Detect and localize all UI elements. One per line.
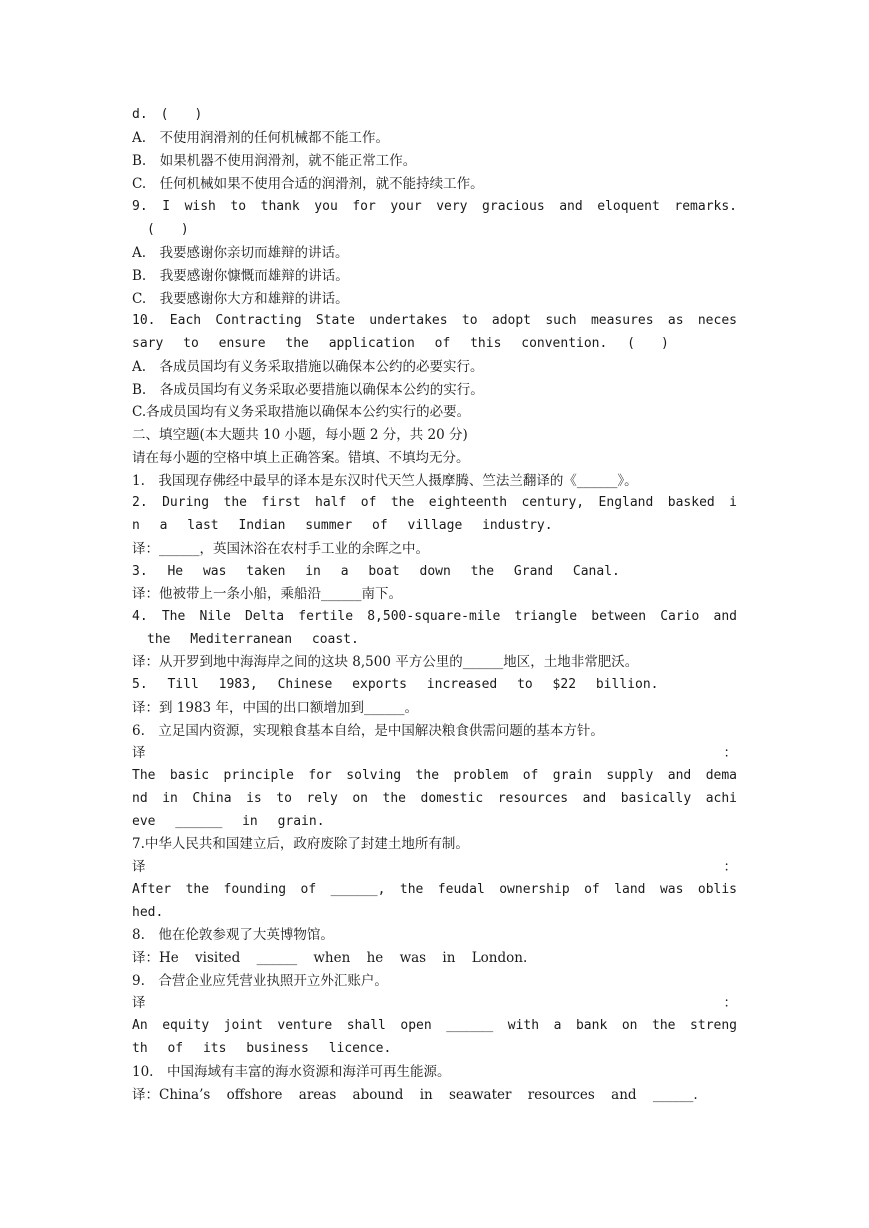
translation-label: 译 xyxy=(132,859,146,875)
fill-question-6-translation-cont: nd in China is to rely on the domestic resources and basically achi xyxy=(132,791,737,806)
option-c: C.各成员国均有义务采取措施以确保本公约实行的必要。 xyxy=(132,404,471,420)
option-a: A. 我要感谢你亲切而雄辩的讲话。 xyxy=(132,245,349,261)
option-b: B. 各成员国均有义务采取必要措施以确保本公约的实行。 xyxy=(132,382,484,398)
fill-question-2-cont: n a last Indian summer of village industry. xyxy=(132,518,553,533)
fill-question-8: 8. 他在伦敦参观了大英博物馆。 xyxy=(132,927,334,943)
fill-question-9: 9. 合营企业应凭营业执照开立外汇账户。 xyxy=(132,973,388,989)
fill-question-10-translation: 译：China’s offshore areas abound in seawater resources and ______. xyxy=(132,1087,698,1103)
question-10-text-cont: sary to ensure the application of this convention. ( ) xyxy=(132,336,669,351)
translation-colon: ： xyxy=(723,745,737,761)
translation-label: 译 xyxy=(132,995,146,1011)
question-9-bracket: ( ) xyxy=(147,222,189,237)
option-b: B. 如果机器不使用润滑剂，就不能正常工作。 xyxy=(132,153,417,169)
fill-question-4-cont: the Mediterranean coast. xyxy=(147,632,359,647)
fill-question-5-translation: 译：到 1983 年，中国的出口额增加到______。 xyxy=(132,700,418,716)
option-a: A. 各成员国均有义务采取措施以确保本公约的必要实行。 xyxy=(132,359,484,375)
fill-question-7-translation: After the founding of ______, the feudal ownership of land was oblis xyxy=(132,882,737,897)
option-a: A. 不使用润滑剂的任何机械都不能工作。 xyxy=(132,130,390,146)
section-instructions: 请在每小题的空格中填上正确答案。错填、不填均无分。 xyxy=(132,450,470,466)
question-10-text: 10. Each Contracting State undertakes to adopt such measures as neces xyxy=(132,313,737,328)
fill-question-4: 4. The Nile Delta fertile 8,500-square-mile triangle between Cario and xyxy=(132,609,737,624)
option-c: C. 任何机械如果不使用合适的润滑剂，就不能持续工作。 xyxy=(132,176,484,192)
question-8-choice-d: d. ( ) xyxy=(132,107,203,122)
question-9-text: 9. I wish to thank you for your very gracious and eloquent remarks. xyxy=(132,199,737,214)
fill-question-7-translation-cont: hed. xyxy=(132,905,164,920)
fill-question-9-translation-cont: th of its business licence. xyxy=(132,1041,392,1056)
fill-question-2-translation: 译：______，英国沐浴在农村手工业的余晖之中。 xyxy=(132,541,429,557)
fill-question-3-translation: 译：他被带上一条小船，乘船沿______南下。 xyxy=(132,586,402,602)
translation-colon: ： xyxy=(723,859,737,875)
fill-question-4-translation: 译：从开罗到地中海海岸之间的这块 8,500 平方公里的______地区，土地非常肥沃。 xyxy=(132,654,639,670)
fill-question-6: 6. 立足国内资源，实现粮食基本自给，是中国解决粮食供需问题的基本方针。 xyxy=(132,723,604,739)
section-heading: 二、填空题(本大题共 10 小题，每小题 2 分，共 20 分) xyxy=(132,427,468,443)
option-c: C. 我要感谢你大方和雄辩的讲话。 xyxy=(132,291,349,307)
fill-question-2: 2. During the first half of the eighteenth century, England basked i xyxy=(132,495,737,510)
translation-colon: ： xyxy=(723,995,737,1011)
fill-question-3: 3. He was taken in a boat down the Grand Canal. xyxy=(132,564,620,579)
option-b: B. 我要感谢你慷慨而雄辩的讲话。 xyxy=(132,268,349,284)
fill-question-1: 1. 我国现存佛经中最早的译本是东汉时代天竺人摄摩腾、竺法兰翻译的《______》。 xyxy=(132,473,638,489)
fill-question-10: 10. 中国海域有丰富的海水资源和海洋可再生能源。 xyxy=(132,1064,451,1080)
translation-label: 译 xyxy=(132,745,146,761)
fill-question-5: 5. Till 1983, Chinese exports increased to $22 billion. xyxy=(132,677,659,692)
fill-question-8-translation: 译：He visited ______ when he was in London. xyxy=(132,950,528,966)
fill-question-6-translation: The basic principle for solving the problem of grain supply and dema xyxy=(132,768,737,783)
fill-question-6-translation-end: eve ______ in grain. xyxy=(132,814,325,829)
fill-question-7: 7.中华人民共和国建立后，政府废除了封建土地所有制。 xyxy=(132,836,469,852)
fill-question-9-translation: An equity joint venture shall open ______ with a bank on the streng xyxy=(132,1018,737,1033)
